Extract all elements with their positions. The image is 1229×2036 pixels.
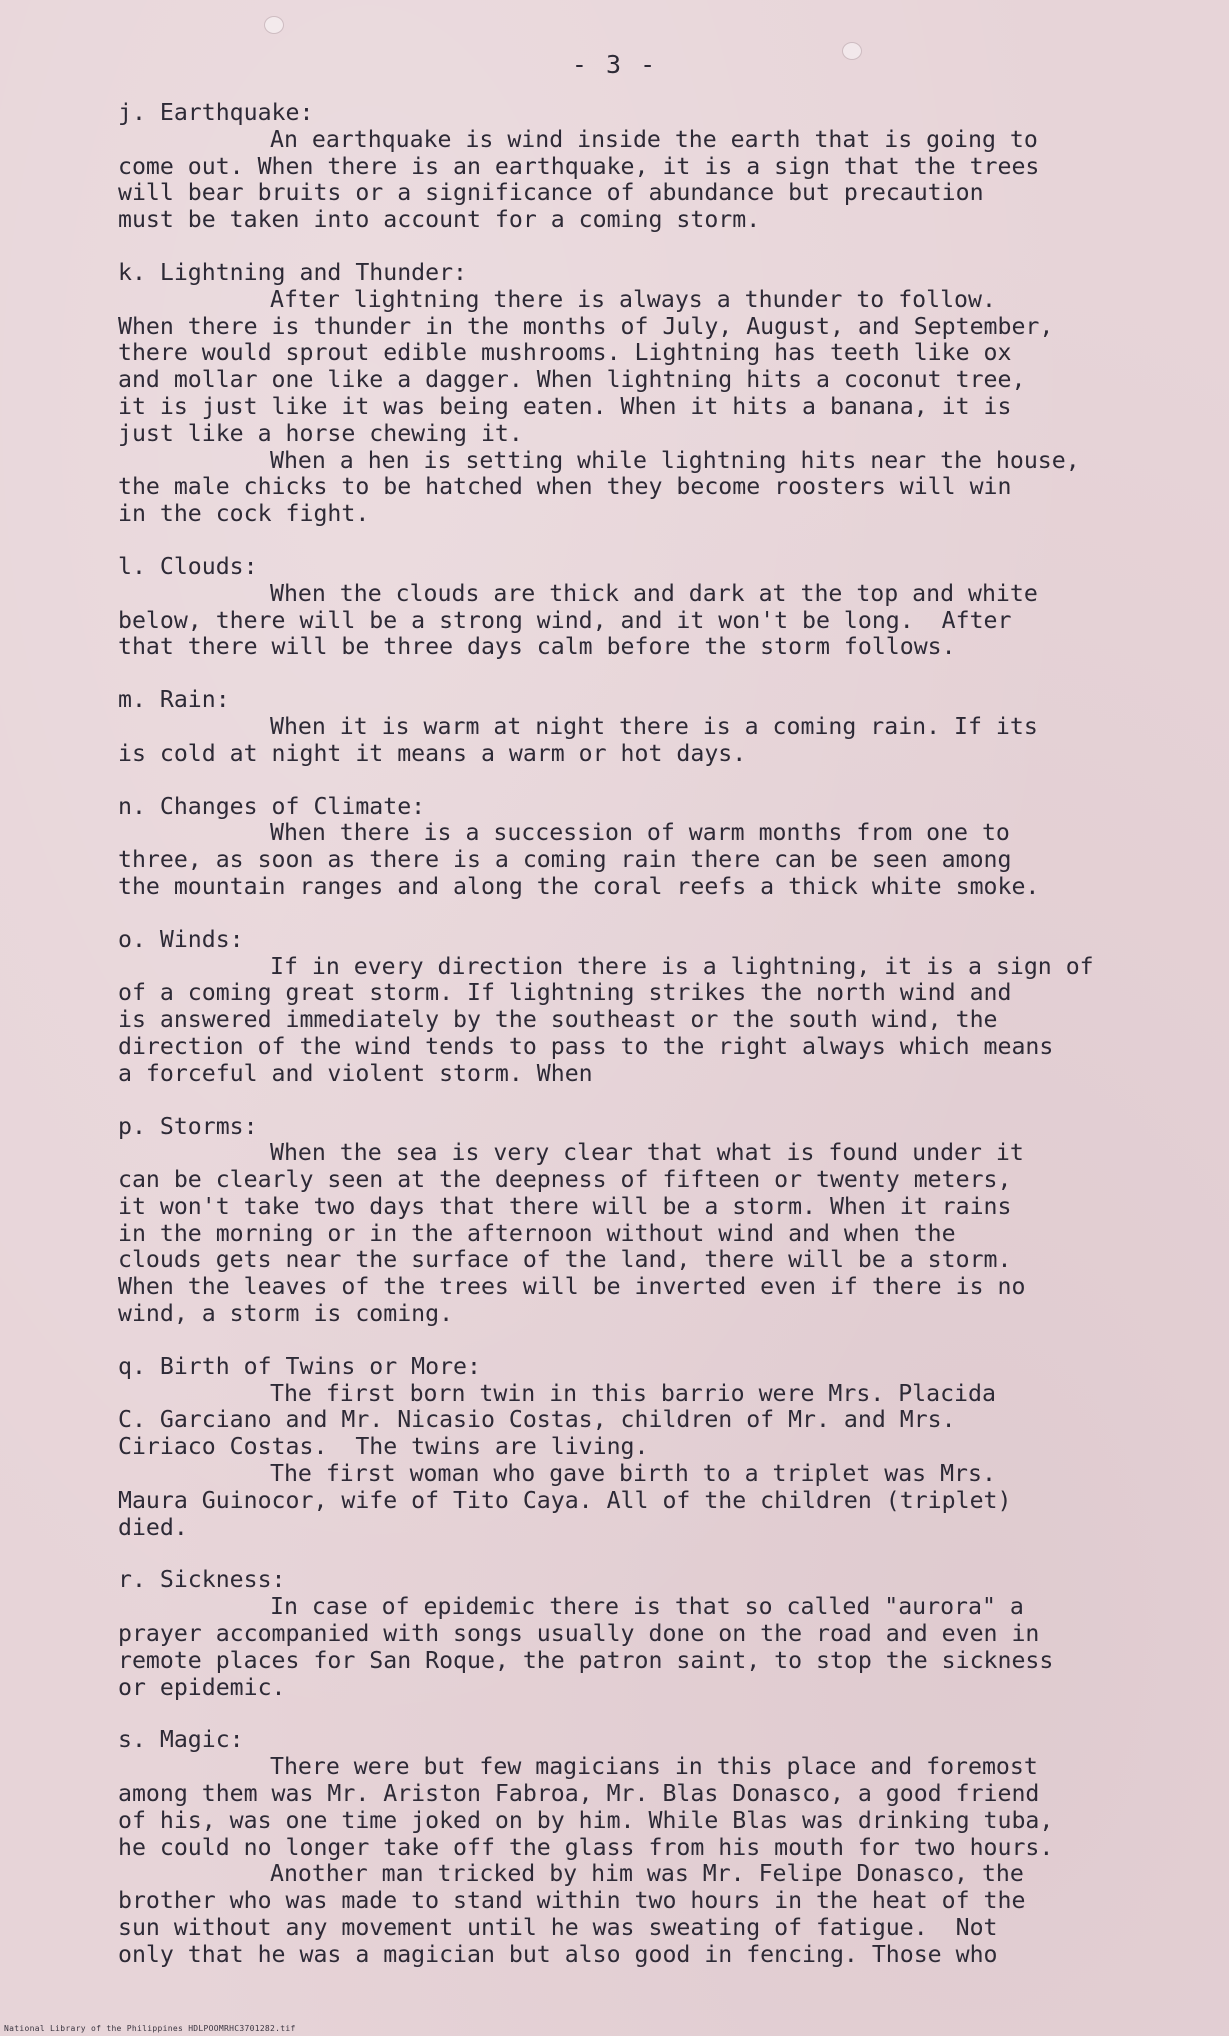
section-heading: l. Clouds: xyxy=(118,552,258,580)
text-line: remote places for San Roque, the patron saint, to stop the sickness xyxy=(118,1646,1054,1674)
text-line: When there is a succession of warm months from one to xyxy=(270,819,1010,847)
section xyxy=(118,554,1178,661)
text-line: will bear bruits or a significance of abundance but precaution xyxy=(118,179,984,207)
text-line: When a hen is setting while lightning hits near the house, xyxy=(270,446,1080,474)
section-heading: m. Rain: xyxy=(118,686,230,714)
text-line: Ciriaco Costas. The twins are living. xyxy=(118,1433,649,1461)
text-line: died. xyxy=(118,1513,188,1541)
section xyxy=(118,1567,1178,1701)
text-line: clouds gets near the surface of the land, there will be a storm. xyxy=(118,1246,1012,1274)
text-line: direction of the wind tends to pass to the right always which means xyxy=(118,1032,1054,1060)
text-line: Maura Guinocor, wife of Tito Caya. All of the children (triplet) xyxy=(118,1486,1012,1514)
text-line: In case of epidemic there is that so called "aurora" a xyxy=(270,1593,1024,1621)
text-line: When the clouds are thick and dark at the top and white xyxy=(270,579,1038,607)
text-line: must be taken into account for a coming storm. xyxy=(118,206,761,234)
section xyxy=(118,260,1178,528)
text-line: When the sea is very clear that what is found under it xyxy=(270,1139,1024,1167)
text-line: among them was Mr. Ariston Fabroa, Mr. Blas Donasco, a good friend xyxy=(118,1780,1040,1808)
text-line: three, as soon as there is a coming rain there can be seen among xyxy=(118,846,1012,874)
page-number: - 3 - xyxy=(571,50,658,79)
text-line: only that he was a magician but also good in fencing. Those who xyxy=(118,1940,998,1968)
text-line: the mountain ranges and along the coral reefs a thick white smoke. xyxy=(118,872,1040,900)
text-line: it is just like it was being eaten. When it hits a banana, it is xyxy=(118,392,1012,420)
section-heading: s. Magic: xyxy=(118,1726,244,1754)
section-heading: j. Earthquake: xyxy=(118,99,314,126)
text-line: wind, a storm is coming. xyxy=(118,1300,454,1328)
section-heading: p. Storms: xyxy=(118,1112,258,1140)
text-line: can be clearly seen at the deepness of fifteen or twenty meters, xyxy=(118,1166,1012,1194)
archive-footer: National Library of the Philippines HDLPOOMRHC3701282.tif xyxy=(4,2024,296,2033)
section xyxy=(118,794,1178,901)
text-line: prayer accompanied with songs usually done on the road and even in xyxy=(118,1620,1040,1648)
text-line: If in every direction there is a lightning, it is a sign of xyxy=(270,952,1094,980)
text-line: is cold at night it means a warm or hot days. xyxy=(118,739,747,767)
text-line: of his, was one time joked on by him. While Blas was drinking tuba, xyxy=(118,1806,1054,1834)
text-line: and mollar one like a dagger. When lightning hits a coconut tree, xyxy=(118,366,1026,394)
text-line: that there will be three days calm before the storm follows. xyxy=(118,633,956,661)
text-line: When it is warm at night there is a coming rain. If its xyxy=(270,712,1038,740)
section xyxy=(118,927,1178,1088)
section xyxy=(118,1354,1178,1542)
text-line: in the morning or in the afternoon without wind and when the xyxy=(118,1219,956,1247)
text-line: of a coming great storm. If lightning strikes the north wind and xyxy=(118,979,1012,1007)
text-line: come out. When there is an earthquake, it is a sign that the trees xyxy=(118,152,1040,180)
text-line: it won't take two days that there will be a storm. When it rains xyxy=(118,1192,1012,1220)
text-line: The first born twin in this barrio were Mrs. Placida xyxy=(270,1379,996,1407)
text-line: sun without any movement until he was sweating of fatigue. Not xyxy=(118,1914,998,1942)
section xyxy=(118,1727,1178,1968)
text-line: there would sprout edible mushrooms. Lightning has teeth like ox xyxy=(118,339,1012,367)
text-line: When the leaves of the trees will be inverted even if there is no xyxy=(118,1273,1026,1301)
text-line: There were but few magicians in this place and foremost xyxy=(270,1753,1038,1781)
section-heading: n. Changes of Climate: xyxy=(118,792,426,820)
section-heading: r. Sickness: xyxy=(118,1566,286,1594)
section-heading: k. Lightning and Thunder: xyxy=(118,258,468,286)
section-heading: q. Birth of Twins or More: xyxy=(118,1352,481,1380)
section xyxy=(118,687,1178,767)
text-line: just like a horse chewing it. xyxy=(118,419,523,447)
section xyxy=(118,100,1178,234)
text-line: C. Garciano and Mr. Nicasio Costas, children of Mr. and Mrs. xyxy=(118,1406,956,1434)
text-line: An earthquake is wind inside the earth that is going to xyxy=(270,125,1038,153)
text-line: When there is thunder in the months of July, August, and September, xyxy=(118,312,1054,340)
text-line: or epidemic. xyxy=(118,1673,286,1701)
text-line: Another man tricked by him was Mr. Felipe Donasco, the xyxy=(270,1860,1024,1888)
text-line: the male chicks to be hatched when they become roosters will win xyxy=(118,473,1012,501)
text-line: he could no longer take off the glass from his mouth for two hours. xyxy=(118,1833,1054,1861)
text-line: The first woman who gave birth to a triplet was Mrs. xyxy=(270,1460,996,1488)
text-line: is answered immediately by the southeast or the south wind, the xyxy=(118,1006,998,1034)
text-line: a forceful and violent storm. When xyxy=(118,1059,593,1087)
section xyxy=(118,1114,1178,1328)
document-body xyxy=(118,100,1178,1995)
text-line: in the cock fight. xyxy=(118,500,370,528)
paper-hole-mark xyxy=(264,16,284,34)
text-line: below, there will be a strong wind, and it won't be long. After xyxy=(118,606,1012,634)
text-line: After lightning there is always a thunder to follow. xyxy=(270,285,996,313)
section-heading: o. Winds: xyxy=(118,925,244,953)
text-line: brother who was made to stand within two hours in the heat of the xyxy=(118,1887,1026,1915)
